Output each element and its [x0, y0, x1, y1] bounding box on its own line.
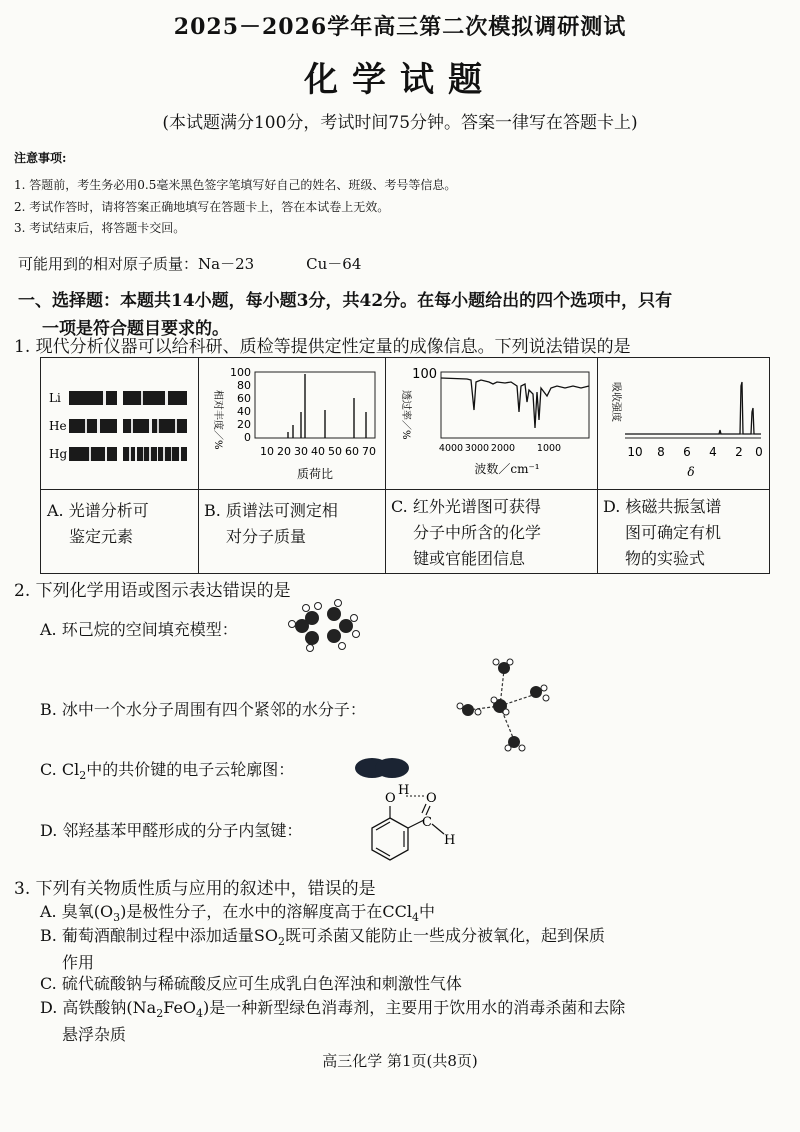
ir-spectrum-ylabel: 透过率／% [400, 390, 411, 440]
option-text: 既可杀菌又能防止一些成分被氧化，起到保质 [285, 926, 606, 945]
structure-atom-o: O [426, 791, 437, 806]
atomic-mass-cu: Cu－64 [306, 255, 362, 273]
nmr-spectrum-ylabel: 吸收强度 [610, 382, 621, 422]
option-text: C. 红外光谱图可获得 [391, 497, 541, 516]
nmr-spectrum-xlabel: δ [687, 465, 695, 479]
ir-spectrum-xtick: 1000 [536, 443, 562, 454]
option-text: 鉴定元素 [69, 527, 134, 546]
mass-spectrum-xtick: 20 [277, 445, 291, 458]
spectrum-label-he: He [49, 419, 67, 433]
exam-info: (本试题满分100分，考试时间75分钟。答案一律写在答题卡上) [162, 113, 638, 133]
atomic-spectra-figure [45, 370, 195, 480]
nmr-spectrum-figure [599, 362, 767, 486]
structure-atom-h: H [398, 784, 410, 798]
question-3-option-a[interactable] [40, 899, 435, 924]
mass-spectrum-figure [201, 362, 383, 486]
cyclohexane-space-filling-model [286, 596, 366, 652]
option-text: A. 臭氧(O [40, 902, 114, 921]
mass-spectrum-xtick: 10 [260, 445, 274, 458]
mass-spectrum-xtick: 30 [294, 445, 308, 458]
notes-heading: 注意事项: [14, 151, 67, 165]
note-item: 1. 答题前，考生务必用0.5毫米黑色签字笔填写好自己的姓名、班级、考号等信息。 [14, 178, 457, 192]
option-text: B. 质谱法可测定相 [204, 501, 338, 520]
subscript: 2 [156, 1007, 164, 1021]
ice-water-tetrahedral-model [452, 656, 562, 756]
exam-title: 2025－2026学年高三第二次模拟调研测试 [173, 14, 627, 40]
option-text: 键或官能团信息 [413, 549, 526, 568]
question-1-table [40, 357, 770, 574]
atomic-masses [18, 253, 361, 274]
table-divider [198, 358, 199, 573]
option-text: 作用 [62, 953, 95, 973]
question-1-option-c[interactable] [391, 494, 541, 572]
section-heading-line2: 一项是符合题目要求的。 [42, 319, 229, 339]
mass-spectrum-ytick: 20 [237, 418, 251, 431]
mass-spectrum-ytick: 0 [244, 431, 251, 444]
nmr-spectrum-xtick: 4 [709, 445, 717, 459]
question-1-option-d[interactable] [603, 494, 721, 572]
note-item: 2. 考试作答时，请将答案正确地填写在答题卡上，答在本试卷上无效。 [14, 200, 390, 214]
li-spectrum-strip [69, 391, 187, 405]
question-2-option-a[interactable]: A. 环己烷的空间填充模型： [40, 620, 238, 639]
nmr-spectrum-xtick: 10 [627, 445, 643, 459]
subscript: 4 [196, 1007, 204, 1021]
subscript: 4 [411, 911, 419, 925]
option-text: 物的实验式 [625, 549, 706, 568]
mass-spectrum-xtick: 60 [345, 445, 359, 458]
section-heading-line1: 一、选择题：本题共14小题，每小题3分，共42分。在每小题给出的四个选项中，只有 [18, 291, 673, 311]
ir-spectrum-xtick: 2000 [490, 443, 516, 454]
nmr-spectrum-xtick: 8 [657, 445, 665, 459]
question-1-stem: 1. 现代分析仪器可以给科研、质检等提供定性定量的成像信息。下列说法错误的是 [14, 337, 631, 357]
mass-spectrum-ylabel: 相对丰度／% [212, 390, 223, 450]
table-divider [385, 358, 386, 573]
option-text: 图可确定有机 [625, 523, 722, 542]
nmr-spectrum-curve [625, 382, 761, 434]
option-text: 中的共价键的电子云轮廓图： [86, 760, 295, 779]
mass-spectrum-xtick: 40 [311, 445, 325, 458]
nmr-spectrum-xtick: 0 [755, 445, 763, 459]
mass-spectrum-ytick: 60 [237, 392, 251, 405]
mass-spectrum-ytick: 40 [237, 405, 251, 418]
mass-spectrum-xtick: 70 [362, 445, 376, 458]
mass-spectrum-plot-frame [255, 372, 375, 438]
ir-spectrum-curve [441, 378, 589, 428]
question-1-option-b[interactable] [204, 498, 338, 550]
cl2-electron-cloud-figure [352, 755, 412, 781]
ir-spectrum-xtick: 4000 [438, 443, 464, 454]
structure-atom-c: C [422, 815, 432, 830]
question-1-option-a[interactable] [47, 498, 149, 550]
question-3-option-c[interactable]: C. 硫代硫酸钠与稀硫酸反应可生成乳白色浑浊和刺激性气体 [40, 974, 462, 993]
mass-spectrum-peaks [288, 374, 366, 438]
question-3-option-d[interactable] [40, 995, 790, 1045]
question-2-option-c[interactable] [40, 757, 294, 782]
option-text: )是极性分子，在水中的溶解度高于在CCl [120, 902, 412, 921]
ir-spectrum-xlabel: 波数／cm⁻¹ [474, 462, 540, 476]
option-text: 分子中所含的化学 [413, 523, 542, 542]
mass-spectrum-xtick: 50 [328, 445, 342, 458]
spectrum-label-hg: Hg [49, 447, 68, 461]
option-text: A. 光谱分析可 [47, 501, 149, 520]
question-3-stem: 3. 下列有关物质性质与应用的叙述中，错误的是 [14, 879, 376, 899]
note-item: 3. 考试结束后，将答题卡交回。 [14, 221, 186, 235]
structure-atom-o: O [385, 791, 396, 806]
question-3-option-b[interactable] [40, 923, 790, 973]
option-text: B. 葡萄酒酿制过程中添加适量SO [40, 926, 279, 945]
question-2-option-d[interactable]: D. 邻羟基苯甲醛形成的分子内氢键： [40, 821, 303, 840]
table-divider [41, 489, 769, 490]
option-text: )是一种新型绿色消毒剂，主要用于饮用水的消毒杀菌和去除 [203, 998, 626, 1017]
nmr-spectrum-xtick: 2 [735, 445, 743, 459]
structure-atom-h: H [444, 833, 456, 848]
subscript: 2 [278, 935, 286, 949]
table-divider [597, 358, 598, 573]
option-text: D. 高铁酸钠(Na [40, 998, 157, 1017]
he-spectrum-strip [69, 419, 187, 433]
mass-spectrum-ytick: 80 [237, 379, 251, 392]
option-text: 悬浮杂质 [62, 1025, 127, 1045]
ir-spectrum-xtick: 3000 [464, 443, 490, 454]
ir-spectrum-plot-frame [441, 372, 589, 438]
subscript: 2 [79, 769, 87, 783]
nmr-spectrum-xtick: 6 [683, 445, 691, 459]
o-hydroxybenzaldehyde-structure [360, 784, 470, 874]
hg-spectrum-strip [69, 447, 187, 461]
ir-spectrum-figure [389, 362, 595, 486]
atomic-masses-label: 可能用到的相对原子质量： [18, 255, 199, 273]
subscript: 3 [113, 911, 121, 925]
subject-title: 化学试题 [304, 60, 496, 100]
ir-spectrum-ytop: 100 [412, 367, 437, 382]
atomic-mass-na: Na－23 [198, 255, 255, 273]
option-text: D. 核磁共振氢谱 [603, 497, 722, 516]
option-text: 对分子质量 [226, 527, 307, 546]
option-text: FeO [163, 998, 197, 1017]
question-2-stem: 2. 下列化学用语或图示表达错误的是 [14, 581, 291, 601]
page-footer: 高三化学 第1页(共8页) [322, 1052, 478, 1070]
question-2-option-b[interactable]: B. 冰中一个水分子周围有四个紧邻的水分子： [40, 700, 366, 719]
mass-spectrum-ytick: 100 [230, 366, 251, 379]
option-text: C. Cl [40, 760, 80, 779]
option-text: 中 [418, 902, 435, 921]
mass-spectrum-xlabel: 质荷比 [296, 467, 334, 481]
spectrum-label-li: Li [49, 391, 61, 405]
